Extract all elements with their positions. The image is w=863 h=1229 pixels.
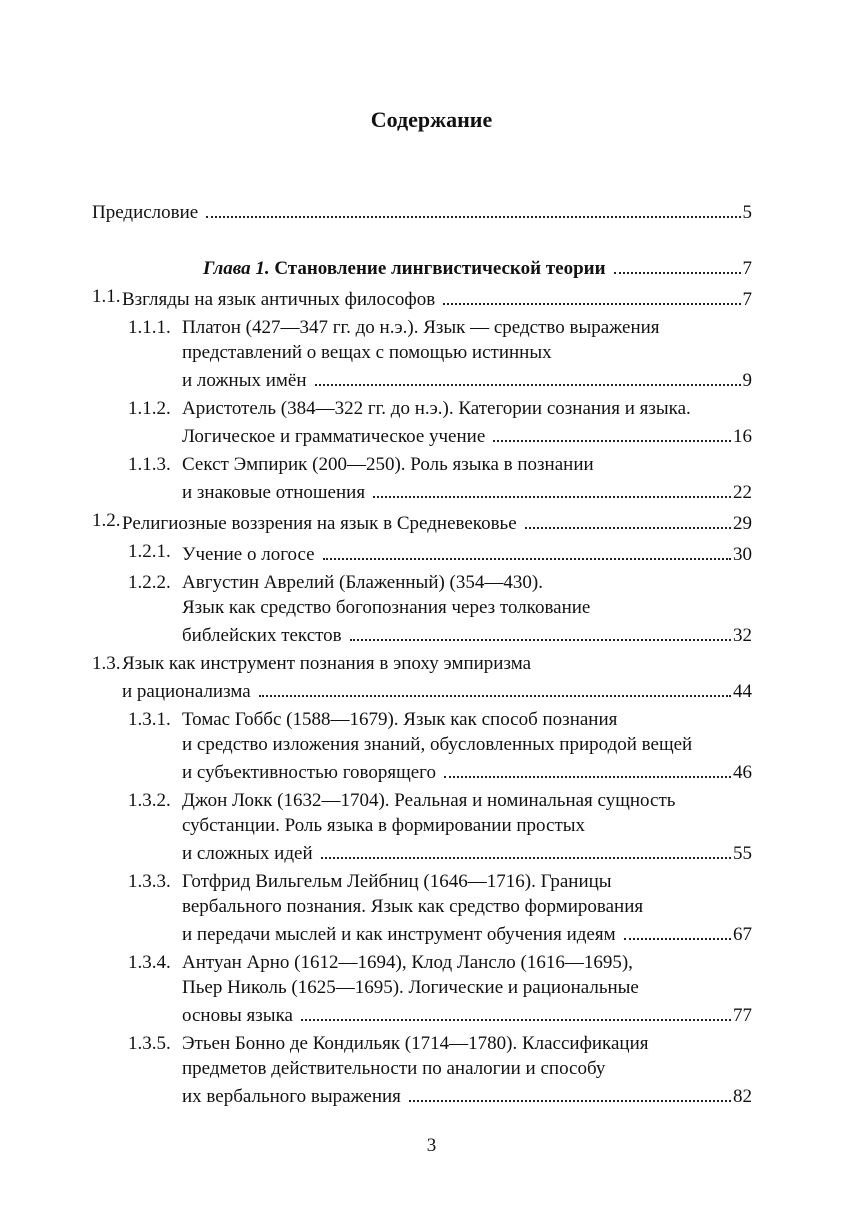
toc-page-number: 82	[733, 1086, 752, 1107]
toc-entry-1-3-2[interactable]	[182, 840, 752, 865]
toc-entry-1-2-2[interactable]	[182, 622, 752, 647]
dot-leader	[373, 496, 731, 498]
dot-leader	[301, 1019, 731, 1021]
dot-leader	[259, 695, 731, 697]
section-number: 1.3.1.	[128, 709, 171, 730]
toc-page-number: 77	[733, 1005, 752, 1026]
toc-page-number: 44	[733, 681, 752, 702]
page-title: Содержание	[370, 107, 493, 132]
dot-leader	[321, 857, 731, 859]
dot-leader	[206, 216, 740, 218]
toc-entry-1-2-1[interactable]	[182, 541, 752, 566]
toc-entry-chapter-1[interactable]	[203, 255, 752, 280]
section-number: 1.3.	[92, 653, 121, 674]
dot-leader	[409, 1100, 731, 1102]
section-number: 1.1.	[92, 286, 121, 307]
toc-entry-line: Готфрид Вильгельм Лейбниц (1646—1716). Границы	[182, 871, 612, 892]
toc-entry-line: Язык как средство богопознания через толкование	[182, 597, 591, 618]
dot-leader	[323, 558, 731, 560]
toc-page-number: 7	[742, 289, 752, 310]
dot-leader	[614, 272, 741, 274]
toc-entry-title: и знаковые отношения	[182, 482, 366, 503]
toc-page-number: 22	[733, 482, 752, 503]
toc-entry-line: Этьен Бонно де Кондильяк (1714—1780). Классификация	[182, 1033, 649, 1054]
toc-entry-title: и субъективностью говорящего	[182, 762, 436, 783]
toc-entry-1-2[interactable]	[122, 510, 752, 535]
toc-entry-1-1-1[interactable]	[182, 367, 752, 392]
toc-page-number: 9	[742, 370, 752, 391]
toc-page-number: 16	[733, 426, 752, 447]
toc-entry-1-1-2[interactable]	[182, 423, 752, 448]
toc-entry-preface[interactable]	[92, 199, 752, 224]
dot-leader	[493, 440, 731, 442]
toc-entry-title: библейских текстов	[182, 625, 342, 646]
section-number: 1.3.5.	[128, 1033, 171, 1054]
toc-entry-line: Антуан Арно (1612—1694), Клод Лансло (1616—1695),	[182, 952, 633, 973]
toc-entry-title: их вербального выражения	[182, 1086, 401, 1107]
toc-entry-title: Предисловие	[92, 202, 199, 223]
toc-page-number: 55	[733, 843, 752, 864]
toc-chapter-heading	[203, 258, 614, 280]
dot-leader	[350, 639, 731, 641]
toc-entry-1-3-5[interactable]	[182, 1083, 752, 1108]
section-number: 1.2.	[92, 510, 121, 531]
dot-leader	[444, 776, 731, 778]
dot-leader	[624, 938, 731, 940]
section-number: 1.3.3.	[128, 871, 171, 892]
toc-entry-line: Пьер Николь (1625—1695). Логические и рациональные	[182, 977, 639, 998]
section-number: 1.2.1.	[128, 541, 171, 562]
toc-entry-line: предметов действительности по аналогии и способу	[182, 1058, 606, 1079]
toc-entry-1-3[interactable]	[122, 678, 752, 703]
dot-leader	[315, 384, 741, 386]
toc-entry-line: представлений о вещах с помощью истинных	[182, 342, 552, 363]
toc-entry-title: и передачи мыслей и как инструмент обучения идеям	[182, 924, 616, 945]
toc-entry-title: Логическое и грамматическое учение	[182, 426, 486, 447]
chapter-label: Глава 1.	[203, 258, 270, 279]
chapter-title: Становление лингвистической теории	[274, 258, 606, 279]
toc-entry-line: Аристотель (384—322 гг. до н.э.). Категории сознания и языка.	[182, 398, 691, 419]
toc-entry-line: Августин Аврелий (Блаженный) (354—430).	[182, 572, 543, 593]
toc-page-number: 7	[742, 258, 752, 279]
section-number: 1.1.1.	[128, 317, 171, 338]
toc-page-number: 29	[733, 513, 752, 534]
toc-entry-1-3-3[interactable]	[182, 921, 752, 946]
toc-entry-title: и сложных идей	[182, 843, 313, 864]
toc-entry-1-1-3[interactable]	[182, 479, 752, 504]
toc-page-number: 67	[733, 924, 752, 945]
toc-entry-line: вербального познания. Язык как средство формирования	[182, 896, 644, 917]
section-number: 1.1.3.	[128, 454, 171, 475]
toc-entry-title: основы языка	[182, 1005, 293, 1026]
toc-entry-line: субстанции. Роль языка в формировании простых	[182, 815, 586, 836]
toc-entry-line: и средство изложения знаний, обусловленных природой вещей	[182, 734, 693, 755]
dot-leader	[525, 527, 731, 529]
toc-page-number: 32	[733, 625, 752, 646]
toc-entry-1-3-1[interactable]	[182, 759, 752, 784]
toc-entry-title: и рационализма	[122, 681, 251, 702]
toc-entry-title: Взгляды на язык античных философов	[122, 289, 436, 310]
page-number: 3	[426, 1135, 437, 1156]
toc-entry-line: Томас Гоббс (1588—1679). Язык как способ познания	[182, 709, 618, 730]
section-number: 1.2.2.	[128, 572, 171, 593]
toc-entry-line: Язык как инструмент познания в эпоху эмпиризма	[122, 653, 532, 674]
toc-entry-line: Джон Локк (1632—1704). Реальная и номинальная сущность	[182, 790, 676, 811]
toc-entry-title: Учение о логосе	[182, 544, 315, 565]
toc-page-number: 46	[733, 762, 752, 783]
toc-entry-1-3-4[interactable]	[182, 1002, 752, 1027]
dot-leader	[443, 303, 740, 305]
toc-entry-line: Секст Эмпирик (200—250). Роль языка в познании	[182, 454, 594, 475]
toc-entry-title: Религиозные воззрения на язык в Средневековье	[122, 513, 517, 534]
toc-entry-1-1[interactable]	[122, 286, 752, 311]
section-number: 1.1.2.	[128, 398, 171, 419]
toc-page-number: 5	[742, 202, 752, 223]
section-number: 1.3.2.	[128, 790, 171, 811]
toc-page-number: 30	[733, 544, 752, 565]
toc-entry-line: Платон (427—347 гг. до н.э.). Язык — средство выражения	[182, 317, 660, 338]
toc-entry-title: и ложных имён	[182, 370, 307, 391]
section-number: 1.3.4.	[128, 952, 171, 973]
